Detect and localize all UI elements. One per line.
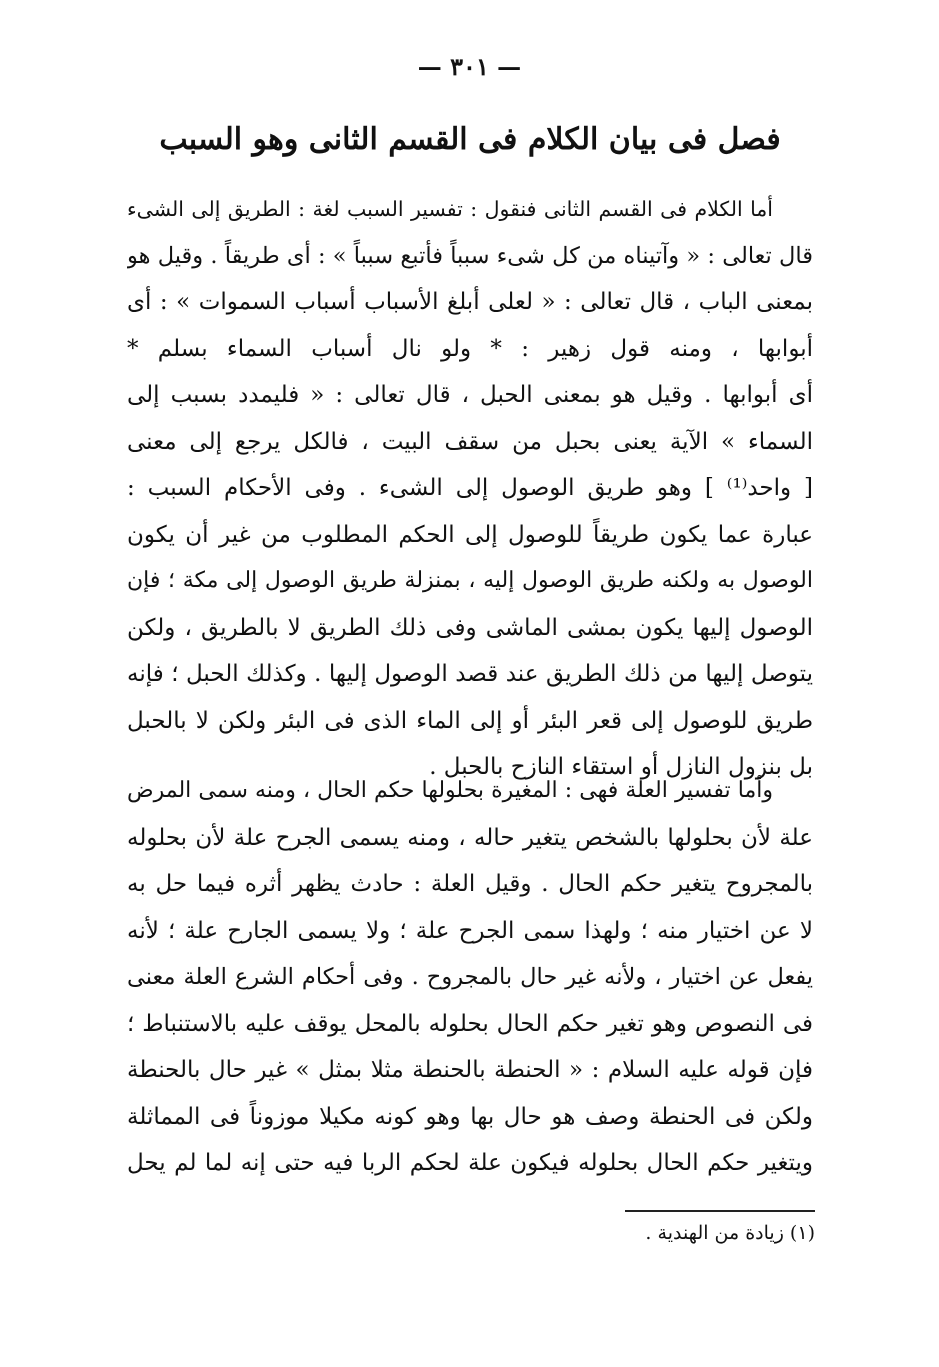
text-line: فإن قوله عليه السلام : « الحنطة بالحنطة مثلا بمثل » غير حال بالحنطة	[127, 1057, 813, 1083]
text-line: الوصول به ولكنه طريق الوصول إليه ، بمنزلة طريق الوصول إلى مكة ؛ فإن	[127, 568, 813, 593]
text-line: يفعل عن اختيار ، ولأنه غير حال بالمجروح . وفى أحكام الشرع العلة معنى	[127, 964, 813, 990]
text-line: [ واحد⁽¹⁾ ] وهو طريق الوصول إلى الشىء . وفى الأحكام السبب :	[127, 475, 813, 501]
text-line: فى النصوص وهو تغير حكم الحال بحلوله بالمحل يوقف عليه بالاستنباط ؛	[127, 1010, 813, 1037]
text-line: أبوابها ، ومنه قول زهير : * ولو نال أسباب السماء بسلم *	[127, 335, 813, 362]
page-number: — ٣٠١ —	[417, 52, 522, 81]
text-line: أى أبوابها . وقيل هو بمعنى الحبل ، قال تعالى : « فليمدد بسبب إلى	[127, 382, 813, 408]
text-line: بمعنى الباب ، قال تعالى : « لعلى أبلغ الأسباب أسباب السموات » : أى	[127, 289, 813, 315]
paragraph-reason	[127, 768, 813, 1187]
text-line: علة لأن بحلولها بالشخص يتغير حاله ، ومنه يسمى الجرح علة لأن بحلوله	[127, 824, 813, 851]
text-line: وأما تفسير العلة فهى : المغيرة بحلولها حكم الحال ، ومنه سمى المرض	[127, 778, 773, 803]
text-line: قال تعالى : « وآتيناه من كل شىء سبباً فأتبع سبباً » : أى طريقاً . وقيل هو	[127, 242, 813, 269]
text-line: ويتغير حكم الحال بحلوله فيكون علة لحكم الربا فيه حتى إنه لما لم يحل	[127, 1150, 813, 1176]
text-line: أما الكلام فى القسم الثانى فنقول : تفسير السبب لغة : الطريق إلى الشىء	[127, 197, 773, 221]
footnote-divider	[625, 1210, 815, 1212]
text-line: ولكن فى الحنطة وصف هو حال بها وهو كونه مكيلا موزوناً فى المماثلة	[127, 1103, 813, 1130]
text-line: السماء » الآية يعنى بحبل من سقف البيت ، فالكل يرجع إلى معنى	[127, 428, 813, 455]
text-line: بالمجروح يتغير حكم الحال . وقيل العلة : حادث يظهر أثره فيما حل به	[127, 871, 813, 897]
text-line: الوصول إليها يكون بمشى الماشى وفى ذلك الطريق لا بالطريق ، ولكن	[127, 614, 813, 641]
footnote: (١) زيادة من الهندية .	[645, 1222, 815, 1244]
text-line: يتوصل إليها من ذلك الطريق عند قصد الوصول إليها . وكذلك الحبل ؛ فإنه	[127, 661, 813, 687]
paragraph-cause	[127, 186, 813, 791]
text-line: طريق للوصول إلى قعر البئر أو إلى الماء الذى فى البئر ولكن لا بالحبل	[127, 707, 813, 734]
text-line: لا عن اختيار منه ؛ ولهذا سمى الجرح علة ؛ ولا يسمى الجارح علة ؛ لأنه	[127, 917, 813, 944]
chapter-title: فصل فى بيان الكلام فى القسم الثانى وهو السبب	[159, 122, 781, 157]
text-line: بل بنزول النازل أو استقاء النازح بالحبل .	[429, 754, 813, 780]
text-line: عبارة عما يكون طريقاً للوصول إلى الحكم المطلوب من غير أن يكون	[127, 521, 813, 548]
